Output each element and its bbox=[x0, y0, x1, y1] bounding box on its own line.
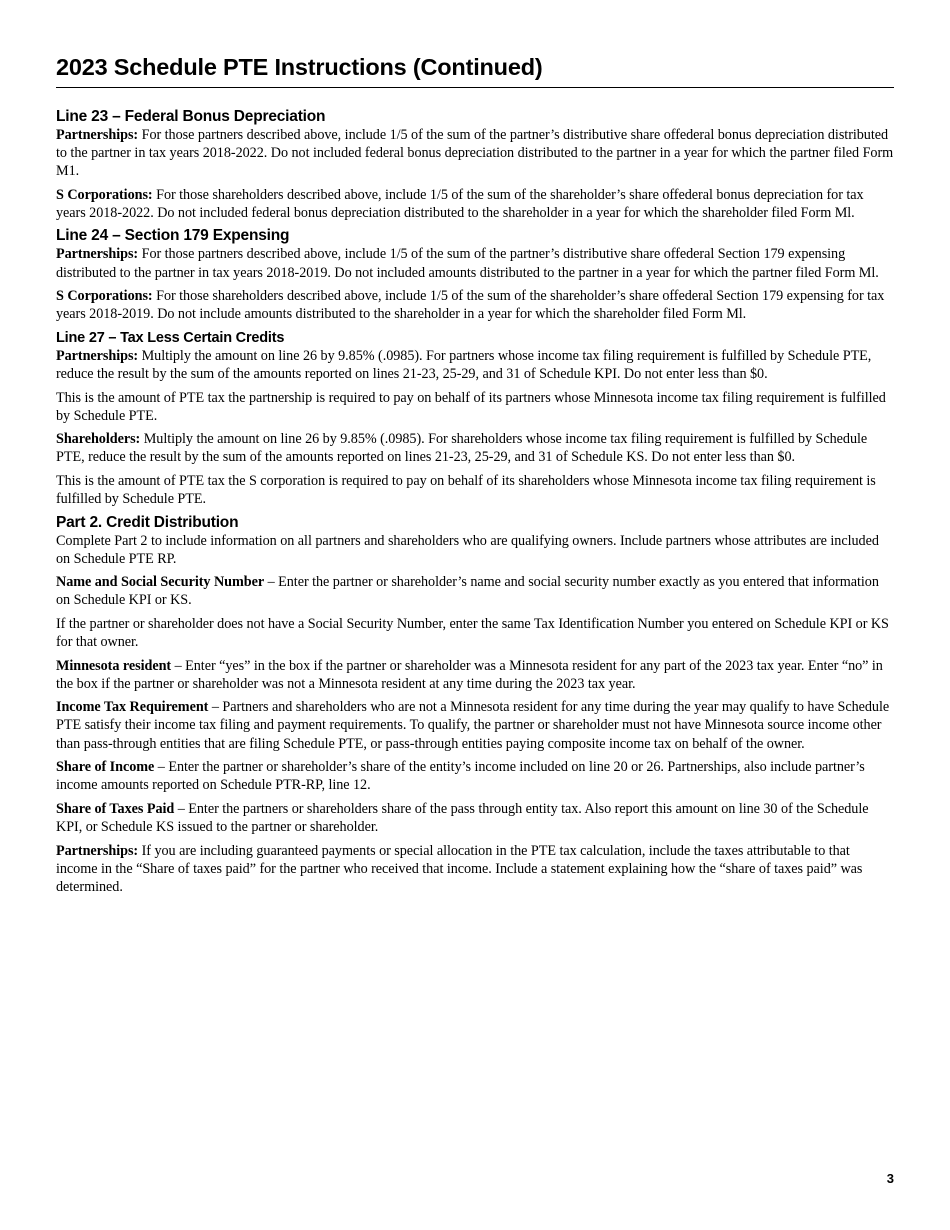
paragraph: This is the amount of PTE tax the partnership is required to pay on behalf of its partners whose Minnesota income tax filing requirement is fulfilled by Schedule PTE. bbox=[56, 389, 886, 424]
section-line-27 bbox=[56, 329, 894, 508]
paragraph bbox=[56, 245, 894, 281]
section-part-2 bbox=[56, 514, 894, 896]
paragraph bbox=[56, 800, 894, 836]
paragraph bbox=[56, 186, 894, 222]
paragraph: This is the amount of PTE tax the S corporation is required to pay on behalf of its shareholders whose Minnesota income tax filing requirement is fulfilled by Schedule PTE. bbox=[56, 472, 876, 507]
paragraph-lead: Income Tax Requirement bbox=[56, 699, 209, 716]
paragraph-lead: Shareholders: bbox=[56, 431, 141, 448]
paragraph bbox=[56, 287, 894, 323]
paragraph bbox=[56, 758, 894, 794]
paragraph-text: Multiply the amount on line 26 by 9.85% (.0985). For partners whose income tax filing requirement is fulfilled by Schedule PTE, reduce the result by the sum of the amounts reported on lines 21-23, 25-29, and 31 of Schedule KPI. Do not enter less than $0. bbox=[56, 347, 872, 382]
paragraph bbox=[56, 347, 894, 383]
page-number: 3 bbox=[886, 1171, 894, 1186]
section-line-23 bbox=[56, 108, 894, 222]
paragraph-text: For those partners described above, include 1/5 of the sum of the partner’s distributive share offederal bonus depreciation distributed to the partner in tax years 2018-2022. Do not included federal bonus depreciation distributed to the partner in a year for which the partner filed Form M1. bbox=[56, 127, 894, 180]
paragraph-text: For those partners described above, include 1/5 of the sum of the partner’s distributive share offederal Section 179 expensing distributed to the partner in tax years 2018-2019. Do not included amounts distributed to the partner in a year for which the partner filed Form Ml. bbox=[56, 246, 879, 281]
section-heading: Line 24 – Section 179 Expensing bbox=[56, 227, 290, 245]
paragraph bbox=[56, 698, 894, 752]
paragraph-lead: Minnesota resident bbox=[56, 657, 172, 674]
document-page bbox=[56, 0, 894, 901]
paragraph-lead: Name and Social Security Number bbox=[56, 574, 265, 591]
paragraph-text: For those shareholders described above, include 1/5 of the sum of the shareholder’s share offederal bonus depreciation for tax years 2018-2022. Do not included federal bonus depreciation distributed to the shareholder in a year for which the shareholder filed Form Ml. bbox=[56, 186, 864, 221]
paragraph-text: – Enter the partners or shareholders share of the pass through entity tax. Also report this amount on line 30 of the Schedule KPI, or Schedule KS issued to the partner or shareholder. bbox=[56, 800, 869, 835]
paragraph bbox=[56, 126, 894, 180]
paragraph-lead: S Corporations: bbox=[56, 288, 153, 305]
paragraph bbox=[56, 430, 894, 466]
paragraph bbox=[56, 573, 894, 609]
paragraph-text: – Enter the partner or shareholder’s name and social security number exactly as you entered that information on Schedule KPI or KS. bbox=[56, 574, 879, 609]
page-title: 2023 Schedule PTE Instructions (Continued) bbox=[56, 53, 894, 88]
paragraph: Complete Part 2 to include information on all partners and shareholders who are qualifying owners. Include partners whose attributes are included on Schedule PTE RP. bbox=[56, 532, 879, 567]
section-heading: Line 23 – Federal Bonus Depreciation bbox=[56, 108, 326, 125]
paragraph bbox=[56, 657, 894, 693]
paragraph-text: For those shareholders described above, include 1/5 of the sum of the shareholder’s share offederal Section 179 expensing for tax years 2018-2019. Do not include amounts distributed to the shareholder in a year for which the shareholder filed Form Ml. bbox=[56, 288, 885, 323]
section-heading: Part 2. Credit Distribution bbox=[56, 513, 239, 531]
paragraph-text: Multiply the amount on line 26 by 9.85% (.0985). For shareholders whose income tax filing requirement is fulfilled by Schedule PTE, reduce the result by the sum of the amounts reported on lines 21-23, 25-29, and 31 of Schedule KS. Do not enter less than $0. bbox=[56, 431, 868, 466]
paragraph-lead: Partnerships: bbox=[56, 347, 139, 364]
paragraph-text: – Enter “yes” in the box if the partner or shareholder was a Minnesota resident for any part of the 2023 tax year. Enter “no” in the box if the partner or shareholder was not a Minnesota resident at any time during the 2023 tax year. bbox=[56, 657, 883, 692]
paragraph-lead: Partnerships: bbox=[56, 246, 139, 263]
paragraph bbox=[56, 842, 894, 896]
paragraph: If the partner or shareholder does not have a Social Security Number, enter the same Tax Identification Number you entered on Schedule KPI or KS for that owner. bbox=[56, 615, 889, 651]
paragraph-lead: Partnerships: bbox=[56, 127, 139, 143]
paragraph-text: If you are including guaranteed payments or special allocation in the PTE tax calculation, include the taxes attributable to that income in the “Share of taxes paid” for the partner who received that income. Include a statement explaining how the “share of taxes paid” was determined. bbox=[56, 842, 863, 895]
section-line-24 bbox=[56, 227, 894, 323]
paragraph-lead: Share of Taxes Paid bbox=[56, 800, 175, 817]
paragraph-text: – Partners and shareholders who are not a Minnesota resident for any time during the year may qualify to have Schedule PTE satisfy their income tax filing and payment requirements. To qualify, the partner or shareholder must not have Minnesota source income other than pass-through entities that are filing Schedule PTE, or pass-through entities paying composite income tax on behalf of the owner. bbox=[56, 699, 890, 752]
section-heading: Line 27 – Tax Less Certain Credits bbox=[56, 329, 285, 346]
paragraph-text: – Enter the partner or shareholder’s share of the entity’s income included on line 20 or 26. Partnerships, also include partner’s income amounts reported on Schedule PTR-RP, line 12. bbox=[56, 759, 865, 794]
paragraph-lead: Partnerships: bbox=[56, 842, 139, 859]
paragraph-lead: S Corporations: bbox=[56, 186, 153, 203]
paragraph-lead: Share of Income bbox=[56, 759, 155, 776]
